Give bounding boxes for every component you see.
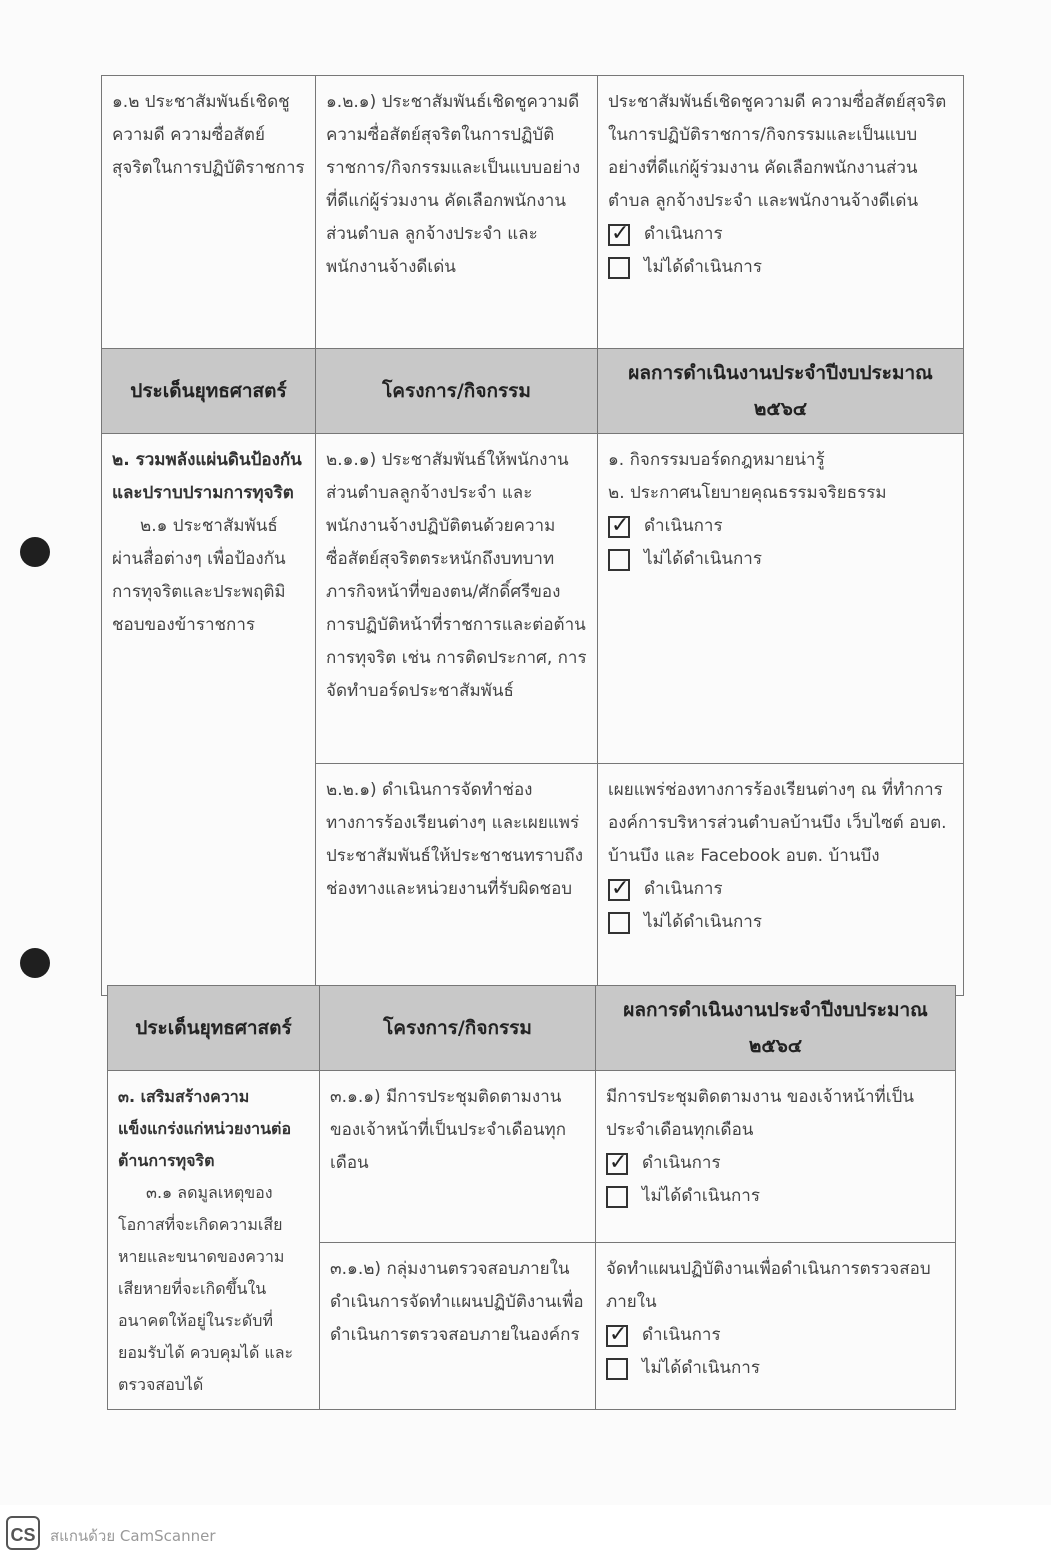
result-text: จัดทำแผนปฏิบัติงานเพื่อดำเนินการตรวจสอบภายใน — [606, 1259, 931, 1313]
option-done: ✓ ดำเนินการ — [608, 510, 953, 543]
option-not-done: ไม่ได้ดำเนินการ — [606, 1180, 945, 1213]
table-row — [108, 1071, 956, 1243]
issue-cell: ๑.๒ ประชาสัมพันธ์เชิดชูความดี ความซื่อสัตย์สุจริตในการปฏิบัติราชการ — [102, 76, 316, 349]
header-result: ผลการดำเนินงานประจำปีงบประมาณ ๒๕๖๔ — [596, 986, 956, 1071]
issue-cell — [108, 1071, 320, 1410]
result-cell — [598, 434, 964, 764]
checked-checkbox-icon — [608, 516, 630, 538]
result-cell — [596, 1243, 956, 1410]
result-cell — [598, 76, 964, 349]
result-text: มีการประชุมติดตามงาน ของเจ้าหน้าที่เป็นประจำเดือนทุกเดือน — [606, 1087, 914, 1140]
section-subtitle: ๓.๑ ลดมูลเหตุของโอกาสที่จะเกิดความเสียหายและขนาดของความเสียหายที่จะเกิดขึ้นในอนาคตให้อยู่ในระดับที่ยอมรับได้ ควบคุมได้ และตรวจสอบได้ — [118, 1183, 294, 1394]
checked-checkbox-icon — [606, 1325, 628, 1347]
header-project: โครงการ/กิจกรรม — [316, 349, 598, 434]
result-text: ประชาสัมพันธ์เชิดชูความดี ความซื่อสัตย์สุจริตในการปฏิบัติราชการ/กิจกรรมและเป็นแบบอย่างที่ดีแก่ผู้ร่วมงาน คัดเลือกพนักงานส่วนตำบล ลูกจ้างประจำ และพนักงานจ้างดีเด่น — [608, 92, 947, 211]
table-row — [102, 76, 964, 349]
punch-hole — [20, 537, 50, 567]
strategy-table-lower — [107, 985, 956, 1410]
project-cell: ๓.๑.๒) กลุ่มงานตรวจสอบภายในดำเนินการจัดทำแผนปฏิบัติงานเพื่อดำเนินการตรวจสอบภายในองค์กร — [320, 1243, 596, 1410]
header-result: ผลการดำเนินงานประจำปีงบประมาณ ๒๕๖๔ — [598, 349, 964, 434]
empty-checkbox-icon — [608, 257, 630, 279]
header-row — [108, 986, 956, 1071]
table-row — [102, 434, 964, 764]
punch-hole — [20, 948, 50, 978]
checked-checkbox-icon — [608, 879, 630, 901]
option-not-done: ไม่ได้ดำเนินการ — [608, 543, 953, 576]
result-line: ๑. กิจกรรมบอร์ดกฎหมายน่ารู้ — [608, 450, 825, 470]
checked-checkbox-icon — [606, 1153, 628, 1175]
header-row — [102, 349, 964, 434]
empty-checkbox-icon — [608, 549, 630, 571]
header-issue: ประเด็นยุทธศาสตร์ — [108, 986, 320, 1071]
option-done: ✓ ดำเนินการ — [608, 873, 953, 906]
result-text: เผยแพร่ช่องทางการร้องเรียนต่างๆ ณ ที่ทำการองค์การบริหารส่วนตำบลบ้านบึง เว็บไซต์ อบต. บ้านบึง และ Facebook อบต. บ้านบึง — [608, 780, 947, 866]
empty-checkbox-icon — [608, 912, 630, 934]
section-title: ๒. รวมพลังแผ่นดินป้องกันและปราบปรามการทุจริต — [112, 450, 302, 503]
option-not-done: ไม่ได้ดำเนินการ — [608, 251, 953, 284]
project-cell: ๒.๑.๑) ประชาสัมพันธ์ให้พนักงานส่วนตำบลลูกจ้างประจำ และพนักงานจ้างปฏิบัติตนด้วยความซื่อสัตย์สุจริตตระหนักถึงบทบาทภารกิจหน้าที่ของตน/ศักดิ์ศรีของการปฏิบัติหน้าที่ราชการและต่อต้านการทุจริต เช่น การติดประกาศ, การจัดทำบอร์ดประชาสัมพันธ์ — [316, 434, 598, 764]
option-done: ✓ ดำเนินการ — [606, 1319, 945, 1352]
scanner-watermark-text: สแกนด้วย CamScanner — [50, 1527, 216, 1545]
strategy-table-upper — [101, 75, 964, 996]
option-not-done: ไม่ได้ดำเนินการ — [608, 906, 953, 939]
result-line: ๒. ประกาศนโยบายคุณธรรมจริยธรรม — [608, 483, 887, 503]
result-cell — [596, 1071, 956, 1243]
checked-checkbox-icon — [608, 224, 630, 246]
option-not-done: ไม่ได้ดำเนินการ — [606, 1352, 945, 1385]
option-done: ✓ ดำเนินการ — [606, 1147, 945, 1180]
header-issue: ประเด็นยุทธศาสตร์ — [102, 349, 316, 434]
project-cell: ๓.๑.๑) มีการประชุมติดตามงานของเจ้าหน้าที่เป็นประจำเดือนทุกเดือน — [320, 1071, 596, 1243]
section-subtitle: ๒.๑ ประชาสัมพันธ์ผ่านสื่อต่างๆ เพื่อป้องกันการทุจริตและประพฤติมิชอบของข้าราชการ — [112, 516, 286, 635]
section-title: ๓. เสริมสร้างความแข็งแกร่งแก่หน่วยงานต่อต้านการทุจริต — [118, 1087, 292, 1170]
project-cell: ๒.๒.๑) ดำเนินการจัดทำช่องทางการร้องเรียนต่างๆ และเผยแพร่ประชาสัมพันธ์ให้ประชาชนทราบถึงช่องทางและหน่วยงานที่รับผิดชอบ — [316, 764, 598, 996]
camscanner-logo-icon: CS — [6, 1516, 40, 1550]
issue-cell — [102, 434, 316, 996]
header-project: โครงการ/กิจกรรม — [320, 986, 596, 1071]
project-cell: ๑.๒.๑) ประชาสัมพันธ์เชิดชูความดี ความซื่อสัตย์สุจริตในการปฏิบัติราชการ/กิจกรรมและเป็นแบบอย่างที่ดีแก่ผู้ร่วมงาน คัดเลือกพนักงานส่วนตำบล ลูกจ้างประจำ และพนักงานจ้างดีเด่น — [316, 76, 598, 349]
option-done: ✓ ดำเนินการ — [608, 218, 953, 251]
empty-checkbox-icon — [606, 1358, 628, 1380]
empty-checkbox-icon — [606, 1186, 628, 1208]
result-cell — [598, 764, 964, 996]
